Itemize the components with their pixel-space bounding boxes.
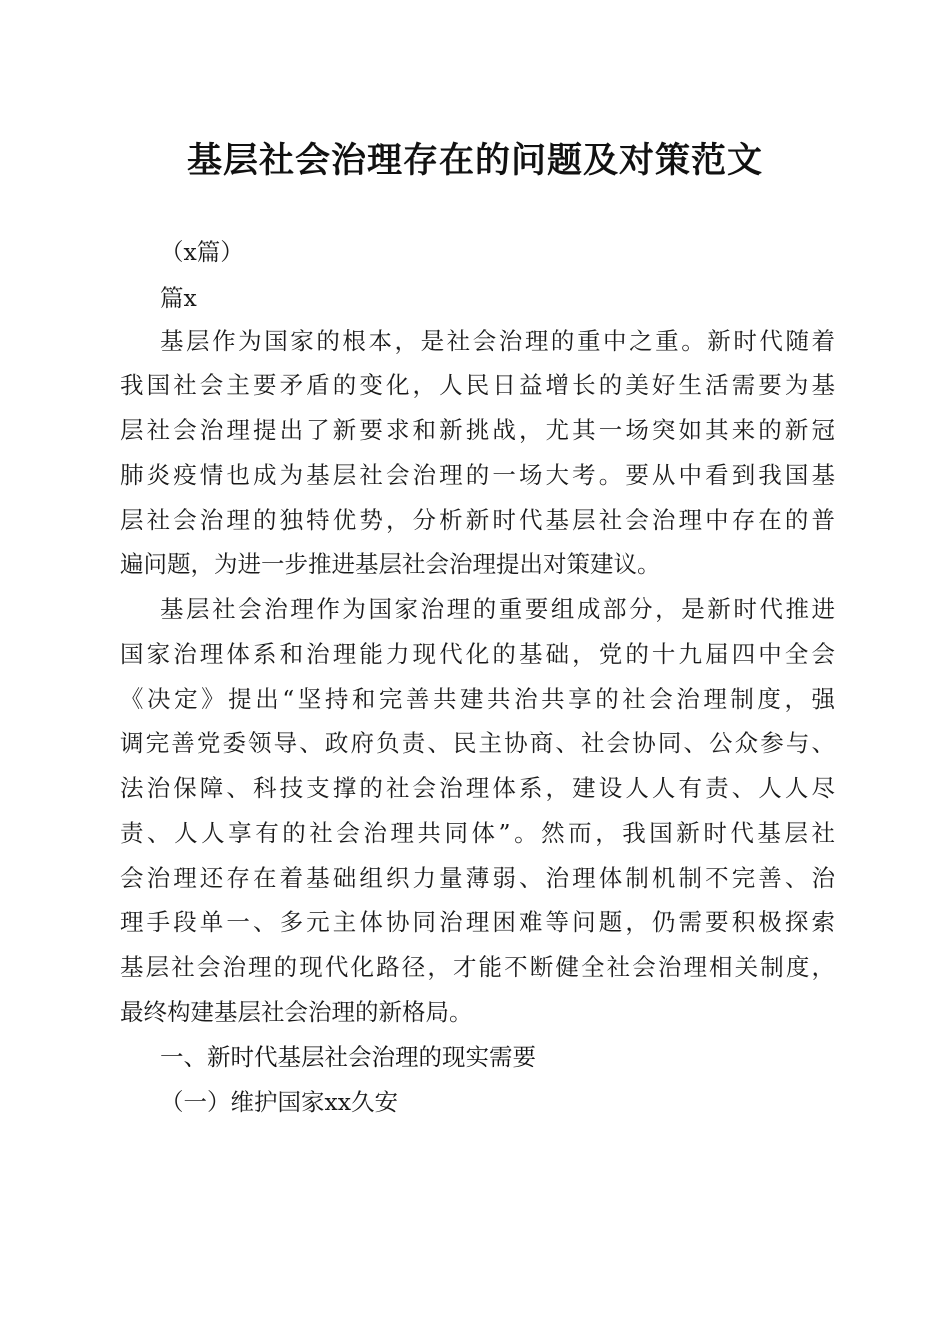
paragraph-line: 基层社会治理作为国家治理的重要组成部分，是新时代推进 [160, 595, 835, 623]
section-heading-1: 一、新时代基层社会治理的现实需要 [160, 1043, 536, 1071]
paragraph-line: 我国社会主要矛盾的变化，人民日益增长的美好生活需要为基 [120, 371, 835, 399]
paragraph-line: 基层作为国家的根本，是社会治理的重中之重。新时代随着 [160, 327, 835, 355]
paragraph-line: 层社会治理提出了新要求和新挑战，尤其一场突如其来的新冠 [120, 416, 835, 444]
paragraph-line: 层社会治理的独特优势，分析新时代基层社会治理中存在的普 [120, 506, 835, 534]
paragraph-line: 最终构建基层社会治理的新格局。 [120, 998, 473, 1026]
paragraph-line: 《决定》提出“坚持和完善共建共治共享的社会治理制度，强 [120, 685, 835, 713]
paragraph-line: 责、人人享有的社会治理共同体”。然而，我国新时代基层社 [120, 819, 835, 847]
document-subtitle: （x篇） [160, 238, 244, 266]
paragraph-line: 基层社会治理的现代化路径，才能不断健全社会治理相关制度， [120, 953, 835, 981]
paragraph-line: 肺炎疫情也成为基层社会治理的一场大考。要从中看到我国基 [120, 461, 835, 489]
document-title: 基层社会治理存在的问题及对策范文 [186, 140, 763, 181]
paragraph-line: 法治保障、科技支撑的社会治理体系，建设人人有责、人人尽 [120, 774, 835, 802]
subsection-heading-1: （一）维护国家xx久安 [160, 1088, 399, 1116]
section-label: 篇x [160, 284, 197, 312]
paragraph-line: 调完善党委领导、政府负责、民主协商、社会协同、公众参与、 [120, 729, 835, 757]
paragraph-line: 国家治理体系和治理能力现代化的基础，党的十九届四中全会 [120, 640, 835, 668]
paragraph-line: 遍问题，为进一步推进基层社会治理提出对策建议。 [120, 550, 661, 578]
paragraph-line: 会治理还存在着基础组织力量薄弱、治理体制机制不完善、治 [120, 864, 835, 892]
paragraph-line: 理手段单一、多元主体协同治理困难等问题，仍需要积极探索 [120, 908, 835, 936]
